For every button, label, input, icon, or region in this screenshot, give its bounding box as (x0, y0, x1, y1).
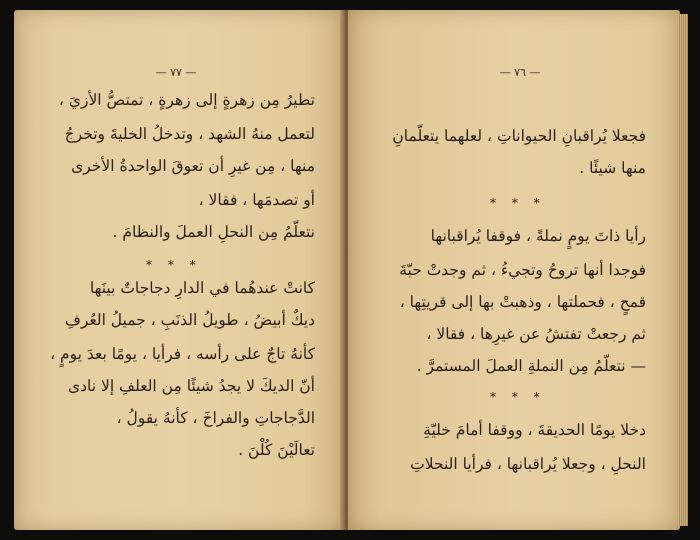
text-line: — نتعلّمُ مِن النملةِ العملَ المستمرَّ . (416, 357, 646, 375)
text-line: فوجدا أنها تروحُ وتجيءُ ، ثم وجدتْ حبّةَ (399, 261, 646, 279)
text-line: قمحٍ ، فحملتها ، وذهبتْ بها إلى قريتِها ، (399, 293, 646, 311)
right-page (348, 10, 680, 530)
text-line: رأيا ذاتَ يومٍ نملةً ، فوقفا يُراقبانها (430, 227, 646, 245)
text-line: أو تصدمَها ، فقالا ، (198, 191, 315, 209)
text-line: كانتْ عندهُما في الدارِ دجاجاتٌ بينَها (89, 279, 315, 297)
text-line: النحلِ ، وجعلا يُراقبانها ، فرأيا النحلاتِ (410, 455, 646, 473)
text-line: فجعلا يُراقبانِ الحيواناتِ ، لعلهما يتعلّمانِ (392, 127, 646, 145)
page-number: — ٧٦ — (499, 66, 541, 79)
text-line: تعالَيْنَ كُلْنَ . (238, 441, 315, 459)
text-line: منها ، مِن غيرِ أن تعوقَ الواحدةُ الأخرى (71, 157, 315, 175)
section-divider: * * * (490, 390, 546, 404)
text-line: ديكٌ أبيضُ ، طويلُ الذنَبِ ، جميلُ العُرفِ (64, 311, 315, 329)
text-line: منها شيئًا . (579, 159, 646, 177)
text-line: لتعمل منهُ الشهد ، وتدخلُ الخليةَ وتخرجُ (64, 125, 315, 143)
text-line: أنّ الديكَ لا يجدُ شيئًا مِن العلفِ إلا نادى (67, 377, 315, 395)
text-line: دخلا يومًا الحديقةَ ، ووقفا أمامَ خليّةِ (423, 421, 646, 439)
page-edges (678, 14, 688, 526)
left-page (14, 10, 343, 530)
text-line: نتعلّمُ مِن النحلِ العملَ والنظامَ . (112, 223, 315, 241)
text-line: ثم رجعتْ تفتشُ عن غيرِها ، فقالا ، (426, 325, 646, 343)
text-line: تطيرُ مِن زهرةٍ إلى زهرةٍ ، تمتصُّ الأزيَ ، (58, 91, 315, 109)
section-divider: * * * (146, 258, 202, 272)
text-line: الدَّجاجاتِ والفراخَ ، كأنهُ يقولُ ، (116, 409, 315, 427)
section-divider: * * * (490, 196, 546, 210)
page-number: — ٧٧ — (155, 66, 197, 79)
text-line: كأنهُ تاجٌ على رأسه ، فرأيا ، يومًا بعدَ يومٍ ، (50, 345, 315, 363)
